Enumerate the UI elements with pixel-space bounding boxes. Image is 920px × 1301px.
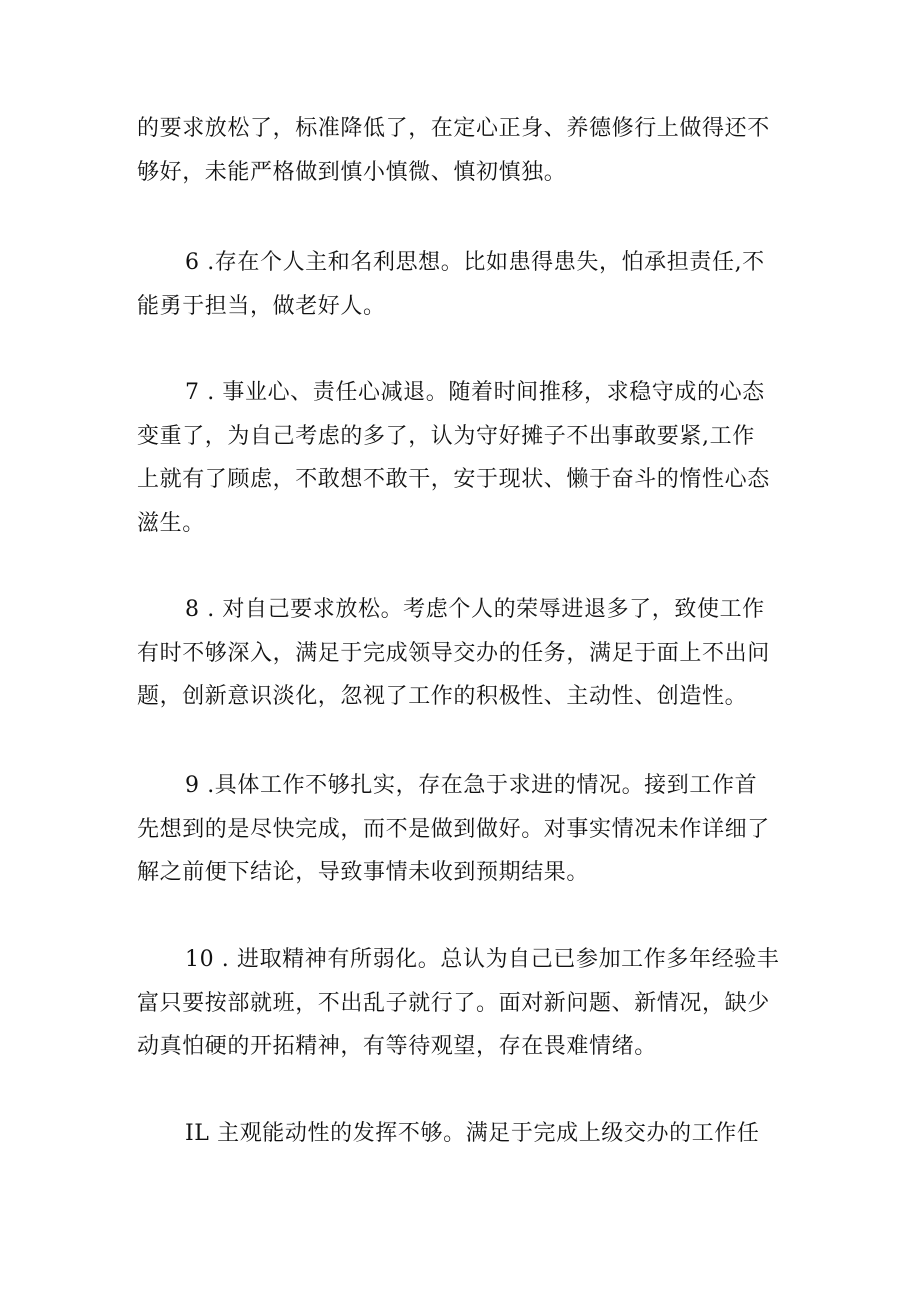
paragraph-item-10 <box>137 938 787 1069</box>
paragraph-item-7 <box>137 371 787 545</box>
paragraph-item-8 <box>137 588 787 719</box>
paragraph-item-11 <box>137 1112 787 1156</box>
text-line: 够好，未能严格做到慎小慎微、慎初慎独。 <box>137 159 567 185</box>
text-line: 变重了，为自己考虑的多了，认为守好摊子不出事敢要紧,工作 <box>137 423 755 449</box>
text-line: 富只要按部就班，不出乱子就行了。面对新问题、新情况，缺少 <box>137 990 770 1016</box>
text-line: 7 . 事业心、责任心减退。随着时间推移，求稳守成的心态 <box>185 380 765 405</box>
paragraph-item-9 <box>137 764 787 895</box>
text-line: 解之前便下结论，导致事情未收到预期结果。 <box>137 860 590 885</box>
text-line: 10 . 进取精神有所弱化。总认为自己已参加工作多年经验丰 <box>185 947 780 972</box>
text-line: 9 .具体工作不够扎实，存在急于求进的情况。接到工作首 <box>185 773 758 798</box>
paragraph-continuation <box>137 107 787 194</box>
text-line: 的要求放松了，标准降低了，在定心正身、养德修行上做得还不 <box>137 116 770 141</box>
text-line: 有时不够深入，满足于完成领导交办的任务，满足于面上不出问 <box>137 640 770 666</box>
text-line: 能勇于担当，做老好人。 <box>137 293 386 319</box>
text-line: 动真怕硬的开拓精神，有等待观望，存在畏难情绪。 <box>137 1034 657 1059</box>
text-line: 8 . 对自己要求放松。考虑个人的荣辱进退多了，致使工作 <box>185 597 765 622</box>
text-line: 先想到的是尽快完成，而不是做到做好。对事实情况未作详细了 <box>137 816 770 842</box>
text-line: 滋生。 <box>137 510 205 536</box>
paragraph-item-6 <box>137 241 787 328</box>
text-line: 上就有了顾虑，不敢想不敢干，安于现状、懒于奋斗的惰性心态 <box>137 467 770 492</box>
text-line: 题，创新意识淡化，忽视了工作的积极性、主动性、创造性。 <box>137 684 748 709</box>
text-line: 6 .存在个人主和名利思想。比如患得患失，怕承担责任,不 <box>185 250 765 275</box>
text-line: IL 主观能动性的发挥不够。满足于完成上级交办的工作任 <box>185 1121 760 1146</box>
